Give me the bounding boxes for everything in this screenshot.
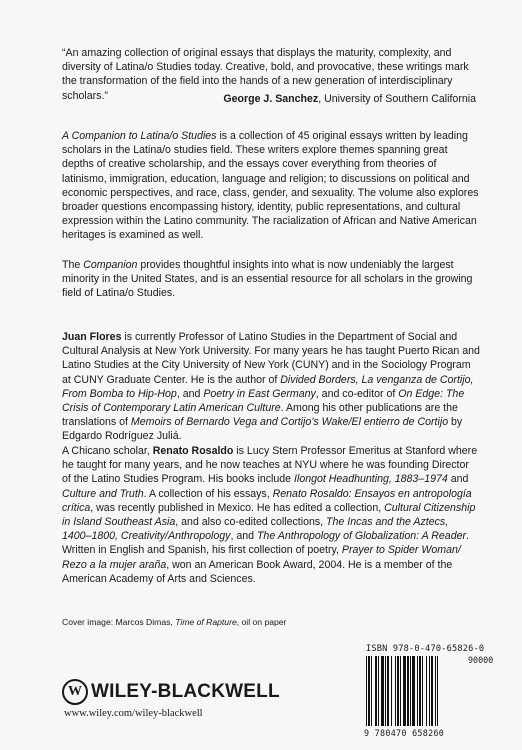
wiley-w-icon: W (62, 679, 88, 705)
barcode-bar (437, 656, 438, 726)
barcode-bar (381, 656, 384, 726)
description-paragraph-1: A Companion to Latina/o Studies is a collection of 45 original essays written by leading scholars in the Latina/o studies field. These writers explore themes spanning great depths of creative scholarship, and the essays cover everything from theories of latinismo, immigration, education, language and religion; to discussions on political and economic perspectives, and race, class, gender, and sexuality. The volume also explores broader questions encompassing history, identity, public representations, and cultural expression within the Latino community. The racialization of African and Native American heritages is examined as well. (62, 130, 479, 242)
barcode-bar (412, 656, 415, 726)
publisher-logo (62, 679, 280, 719)
quote-affiliation: , University of Southern California (318, 93, 476, 105)
isbn-number: ISBN 978-0-470-65826-0 (366, 644, 485, 654)
barcode-bar (366, 656, 367, 726)
quote-attribution (223, 93, 476, 105)
barcode-bar (371, 656, 372, 726)
barcode-bar (422, 656, 423, 726)
author-name: Renato Rosaldo (152, 445, 234, 457)
bio-renato-rosaldo: A Chicano scholar, Renato Rosaldo is Lucy Stern Professor Emeritus at Stanford where he taught for many years, and he now teaches at NYU where he was founding Director of the Latino Studies Program. His books include Ilongot Headhunting, 1883–1974 and Culture and Truth. A collection of his essays, Renato Rosaldo: Ensayos en antropología crítica, was recently published in Mexico. He has edited a collection, Cultural Citizenship in Island Southeast Asia, and also co-edited collections, The Incas and the Aztecs, 1400–1800, Creativity/Anthropology, and The Anthropology of Globalization: A Reader. Written in English and Spanish, his first collection of poetry, Prayer to Spider Woman/ Rezo a la mujer araña, won an American Book Award, 2004. He is a member of the American Academy of Arts and Sciences. (62, 445, 478, 585)
bio-juan-flores: Juan Flores is currently Professor of Latino Studies in the Department of Social and Cultural Analysis at New York University. For many years he has taught Puerto Rican and Latino Studies at the City University of New York (CUNY) and in the Sociology Program at CUNY Graduate Center. He is the author of Divided Borders, La venganza de Cortijo, From Bomba to Hip-Hop, and Poetry in East Germany, and co-editor of On Edge: The Crisis of Contemporary Latin American Culture. Among his other publications are the translations of Memoirs of Bernardo Vega and Cortijo’s Wake/El entierro de Cortijo by Edgardo Rodríguez Juliá. (62, 331, 480, 443)
barcode-bar (395, 656, 396, 726)
barcode-bar (368, 656, 370, 726)
cover-image-credit: Cover image: Marcos Dimas, Time of Rapture, oil on paper (62, 617, 287, 627)
book-title: A Companion to Latina/o Studies (62, 130, 217, 142)
barcode-bar (410, 656, 411, 726)
publisher-url: www.wiley.com/wiley-blackwell (64, 708, 203, 719)
barcode-bar (397, 656, 399, 726)
barcode-bar (378, 656, 379, 726)
barcode-bar (435, 656, 436, 726)
barcode-bar (426, 656, 427, 726)
barcode-bar (403, 656, 406, 726)
barcode-bar (431, 656, 433, 726)
barcode-bars-icon (366, 656, 466, 726)
isbn-barcode (362, 642, 502, 742)
barcode-bar (391, 656, 392, 726)
barcode-bar (417, 656, 418, 726)
barcode-bar (419, 656, 421, 726)
barcode-bar (400, 656, 401, 726)
endorsement-quote: “An amazing collection of original essays that displays the maturity, complexity, and diversity of Latina/o Studies today. Creative, bold, and provocative, these writings mark the transformation of the field into the hands of a new generation of interdisciplinary scholars.” (62, 47, 469, 102)
description-paragraph-2: The Companion provides thoughtful insights into what is now undeniably the largest minority in the United States, and is an essential resource for all scholars in the growing field of Latina/o Studies. (62, 259, 473, 300)
price-code: 90000 (468, 655, 494, 665)
barcode-digits: 9 780470 658260 (364, 728, 445, 738)
barcode-bar (385, 656, 386, 726)
barcode-bar (375, 656, 377, 726)
publisher-name: WILEY-BLACKWELL (91, 681, 280, 702)
barcode-bar (407, 656, 409, 726)
author-name: Juan Flores (62, 331, 122, 343)
barcode-bar (429, 656, 430, 726)
quote-author: George J. Sanchez (223, 93, 319, 105)
barcode-bar (387, 656, 389, 726)
